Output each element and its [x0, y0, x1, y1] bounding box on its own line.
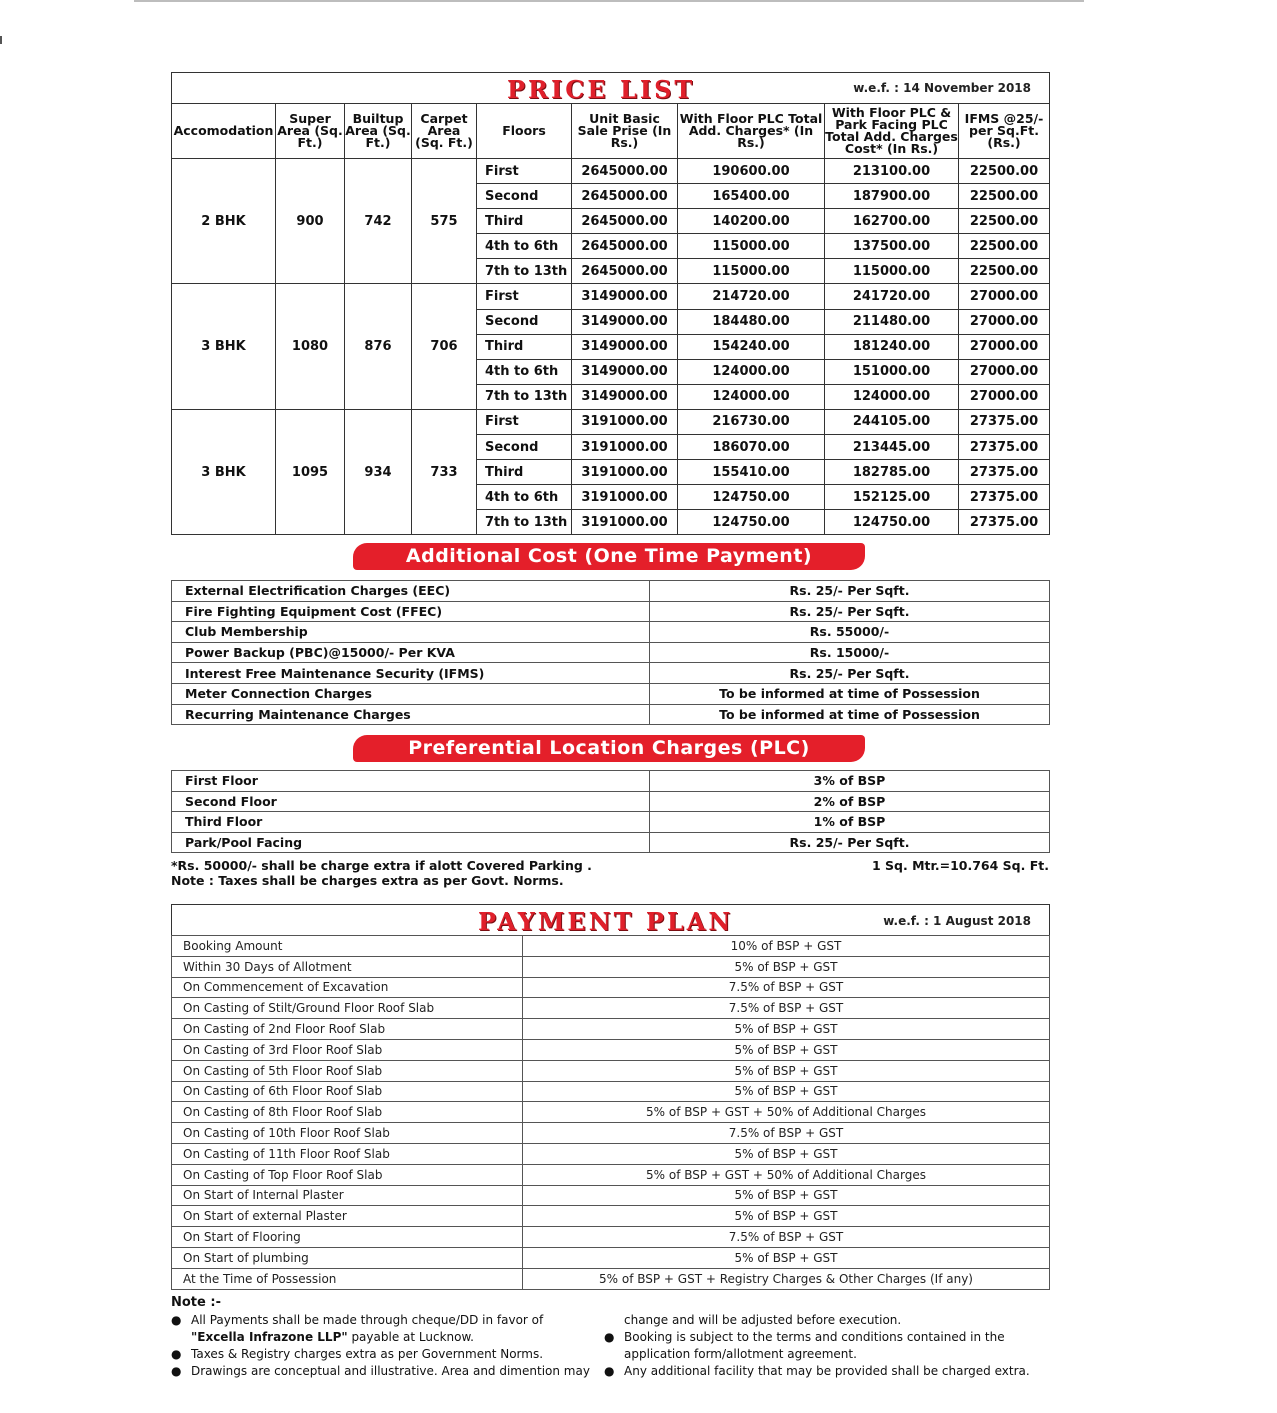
- floor-plc-cell: 184480.00: [678, 309, 825, 334]
- note-drawings: [171, 1363, 591, 1380]
- ifms-cell: 27000.00: [959, 309, 1050, 334]
- park-plc-cell: 187900.00: [825, 184, 959, 209]
- basic-price-cell: 3149000.00: [572, 334, 678, 359]
- additional-cost-row-value: To be informed at time of Possession: [650, 704, 1050, 725]
- payment-row-label: On Casting of Top Floor Roof Slab: [172, 1164, 523, 1185]
- ifms-cell: 27375.00: [959, 485, 1050, 510]
- basic-price-cell: 2645000.00: [572, 234, 678, 259]
- note-booking: [604, 1329, 1054, 1363]
- ifms-cell: 27000.00: [959, 334, 1050, 359]
- additional-cost-row-label: Interest Free Maintenance Security (IFMS): [172, 663, 650, 684]
- accommodation-cell: 3 BHK: [172, 284, 276, 409]
- payment-row: [172, 936, 1050, 957]
- floor-plc-cell: 165400.00: [678, 184, 825, 209]
- accommodation-cell: 2 BHK: [172, 159, 276, 284]
- price-row: [172, 409, 1050, 434]
- ifms-cell: 27375.00: [959, 460, 1050, 485]
- payment-row-label: On Casting of 8th Floor Roof Slab: [172, 1102, 523, 1123]
- ifms-cell: 27000.00: [959, 359, 1050, 384]
- payment-row-value: 10% of BSP + GST: [523, 936, 1050, 957]
- payment-row-value: 5% of BSP + GST + 50% of Additional Charges: [523, 1102, 1050, 1123]
- floor-cell: First: [477, 159, 572, 184]
- plc-table: [171, 770, 1050, 853]
- price-list-wef: w.e.f. : 14 November 2018: [853, 81, 1031, 95]
- payment-row: [172, 1164, 1050, 1185]
- additional-cost-row-label: Recurring Maintenance Charges: [172, 704, 650, 725]
- payment-row-value: 5% of BSP + GST + 50% of Additional Charges: [523, 1164, 1050, 1185]
- basic-price-cell: 2645000.00: [572, 159, 678, 184]
- basic-price-cell: 3191000.00: [572, 435, 678, 460]
- payment-row: [172, 1227, 1050, 1248]
- floor-plc-cell: 140200.00: [678, 209, 825, 234]
- additional-cost-row-label: External Electrification Charges (EEC): [172, 581, 650, 602]
- plc-row: [172, 812, 1050, 833]
- payment-row-value: 5% of BSP + GST: [523, 1247, 1050, 1268]
- floor-cell: 7th to 13th: [477, 510, 572, 535]
- plc-row-label: Park/Pool Facing: [172, 832, 650, 853]
- bullet-icon: ●: [171, 1313, 182, 1327]
- plc-row-value: 1% of BSP: [650, 812, 1050, 833]
- payment-row: [172, 1268, 1050, 1289]
- floor-cell: Third: [477, 209, 572, 234]
- additional-cost-row-label: Fire Fighting Equipment Cost (FFEC): [172, 601, 650, 622]
- payment-row-value: 5% of BSP + GST: [523, 1143, 1050, 1164]
- note-taxes: [171, 1346, 591, 1363]
- payment-row-value: 7.5% of BSP + GST: [523, 1227, 1050, 1248]
- plc-row-value: Rs. 25/- Per Sqft.: [650, 832, 1050, 853]
- payment-row: [172, 1247, 1050, 1268]
- payment-row-label: On Start of Flooring: [172, 1227, 523, 1248]
- bullet-icon: ●: [171, 1364, 182, 1378]
- payment-row: [172, 1019, 1050, 1040]
- plc-row-label: Second Floor: [172, 791, 650, 812]
- note-drawings-text: Drawings are conceptual and illustrative. Area and dimention may: [191, 1364, 590, 1378]
- note-facility: [604, 1363, 1054, 1380]
- park-plc-cell: 241720.00: [825, 284, 959, 309]
- payment-row: [172, 1081, 1050, 1102]
- payment-row: [172, 1060, 1050, 1081]
- price-row: [172, 284, 1050, 309]
- park-plc-cell: 211480.00: [825, 309, 959, 334]
- payment-plan-section: [171, 904, 1050, 1290]
- park-plc-cell: 152125.00: [825, 485, 959, 510]
- payment-row-value: 5% of BSP + GST: [523, 1019, 1050, 1040]
- col-super-area: Super Area (Sq. Ft.): [276, 104, 345, 159]
- payment-row: [172, 1185, 1050, 1206]
- basic-price-cell: 3149000.00: [572, 309, 678, 334]
- payment-row-label: Booking Amount: [172, 936, 523, 957]
- floor-cell: Third: [477, 334, 572, 359]
- col-builtup-area: Builtup Area (Sq. Ft.): [345, 104, 412, 159]
- payment-row: [172, 956, 1050, 977]
- plc-row: [172, 832, 1050, 853]
- floor-plc-cell: 190600.00: [678, 159, 825, 184]
- floor-plc-cell: 124750.00: [678, 485, 825, 510]
- additional-cost-row-label: Power Backup (PBC)@15000/- Per KVA: [172, 642, 650, 663]
- additional-cost-row: [172, 704, 1050, 725]
- floor-cell: Second: [477, 309, 572, 334]
- floor-cell: 7th to 13th: [477, 384, 572, 409]
- price-table-body: [172, 159, 1050, 535]
- payment-row-label: On Casting of 2nd Floor Roof Slab: [172, 1019, 523, 1040]
- payment-row-value: 5% of BSP + GST: [523, 1060, 1050, 1081]
- floor-cell: 4th to 6th: [477, 359, 572, 384]
- floor-plc-cell: 124750.00: [678, 510, 825, 535]
- additional-cost-row: [172, 581, 1050, 602]
- note-booking-text: Booking is subject to the terms and conditions contained in the application form/allotment agreement.: [624, 1330, 1005, 1361]
- floor-plc-cell: 115000.00: [678, 259, 825, 284]
- basic-price-cell: 3191000.00: [572, 460, 678, 485]
- floor-plc-cell: 216730.00: [678, 409, 825, 434]
- basic-price-cell: 3149000.00: [572, 384, 678, 409]
- note-company-name: "Excella Infrazone LLP": [191, 1330, 348, 1344]
- plc-banner: Preferential Location Charges (PLC): [353, 735, 865, 762]
- additional-cost-row: [172, 683, 1050, 704]
- floor-plc-cell: 214720.00: [678, 284, 825, 309]
- payment-plan-wef: w.e.f. : 1 August 2018: [883, 914, 1031, 928]
- floor-cell: First: [477, 409, 572, 434]
- price-list-section: [171, 72, 1050, 535]
- col-accommodation: Accomodation: [172, 104, 276, 159]
- payment-row-label: On Casting of 10th Floor Roof Slab: [172, 1123, 523, 1144]
- bullet-icon: ●: [604, 1364, 615, 1378]
- notes-heading: Note :-: [171, 1295, 221, 1310]
- note-drawings-continued: change and will be adjusted before execution.: [624, 1313, 902, 1327]
- payment-row: [172, 998, 1050, 1019]
- floor-plc-cell: 115000.00: [678, 234, 825, 259]
- park-plc-cell: 124000.00: [825, 384, 959, 409]
- top-divider: [134, 0, 1084, 2]
- floor-cell: 4th to 6th: [477, 234, 572, 259]
- ifms-cell: 22500.00: [959, 159, 1050, 184]
- additional-cost-table: [171, 580, 1050, 725]
- park-plc-cell: 213100.00: [825, 159, 959, 184]
- payment-row: [172, 1039, 1050, 1060]
- basic-price-cell: 3191000.00: [572, 409, 678, 434]
- additional-cost-banner: Additional Cost (One Time Payment): [353, 543, 865, 570]
- carpet-area-cell: 733: [412, 409, 477, 534]
- price-row: [172, 159, 1050, 184]
- payment-row-value: 7.5% of BSP + GST: [523, 998, 1050, 1019]
- additional-cost-row: [172, 601, 1050, 622]
- carpet-area-cell: 575: [412, 159, 477, 284]
- payment-row-value: 5% of BSP + GST: [523, 1081, 1050, 1102]
- ifms-cell: 27000.00: [959, 384, 1050, 409]
- payment-row-label: At the Time of Possession: [172, 1268, 523, 1289]
- price-table: [171, 103, 1050, 535]
- plc-row-label: Third Floor: [172, 812, 650, 833]
- col-floor-plc: With Floor PLC Total Add. Charges* (In Rs.): [678, 104, 825, 159]
- note-facility-text: Any additional facility that may be provided shall be charged extra.: [624, 1364, 1030, 1378]
- payment-row-value: 7.5% of BSP + GST: [523, 1123, 1050, 1144]
- ifms-cell: 22500.00: [959, 234, 1050, 259]
- floor-plc-cell: 154240.00: [678, 334, 825, 359]
- col-park-plc: With Floor PLC & Park Facing PLC Total Add. Charges Cost* (In Rs.): [825, 104, 959, 159]
- payment-row-label: On Casting of 11th Floor Roof Slab: [172, 1143, 523, 1164]
- super-area-cell: 900: [276, 159, 345, 284]
- additional-cost-row: [172, 642, 1050, 663]
- payment-row: [172, 1102, 1050, 1123]
- park-plc-cell: 213445.00: [825, 435, 959, 460]
- price-footnotes: [171, 858, 592, 888]
- price-list-title-row: [171, 72, 1050, 103]
- basic-price-cell: 2645000.00: [572, 184, 678, 209]
- parking-note: *Rs. 50000/- shall be charge extra if alott Covered Parking .: [171, 858, 592, 873]
- ifms-cell: 22500.00: [959, 209, 1050, 234]
- floor-cell: Third: [477, 460, 572, 485]
- park-plc-cell: 162700.00: [825, 209, 959, 234]
- additional-cost-row-value: Rs. 15000/-: [650, 642, 1050, 663]
- plc-row: [172, 791, 1050, 812]
- payment-row-label: On Start of plumbing: [172, 1247, 523, 1268]
- price-list-title: PRICE LIST: [507, 75, 696, 104]
- floor-cell: Second: [477, 184, 572, 209]
- basic-price-cell: 3191000.00: [572, 485, 678, 510]
- basic-price-cell: 3149000.00: [572, 359, 678, 384]
- park-plc-cell: 151000.00: [825, 359, 959, 384]
- additional-cost-row-value: Rs. 25/- Per Sqft.: [650, 663, 1050, 684]
- note-payment: [171, 1312, 591, 1346]
- payment-row-value: 5% of BSP + GST: [523, 1185, 1050, 1206]
- payment-row-label: On Casting of 5th Floor Roof Slab: [172, 1060, 523, 1081]
- ifms-cell: 22500.00: [959, 259, 1050, 284]
- payment-row: [172, 1206, 1050, 1227]
- additional-cost-row: [172, 622, 1050, 643]
- payment-plan-title-row: [171, 904, 1050, 935]
- basic-price-cell: 2645000.00: [572, 259, 678, 284]
- additional-cost-row-label: Club Membership: [172, 622, 650, 643]
- accommodation-cell: 3 BHK: [172, 409, 276, 534]
- payment-row-value: 5% of BSP + GST: [523, 1039, 1050, 1060]
- payment-row-value: 7.5% of BSP + GST: [523, 977, 1050, 998]
- additional-cost-row-value: To be informed at time of Possession: [650, 683, 1050, 704]
- payment-row-label: On Start of external Plaster: [172, 1206, 523, 1227]
- payment-row-label: On Start of Internal Plaster: [172, 1185, 523, 1206]
- payment-row-label: On Casting of 3rd Floor Roof Slab: [172, 1039, 523, 1060]
- floor-plc-cell: 124000.00: [678, 384, 825, 409]
- park-plc-cell: 181240.00: [825, 334, 959, 359]
- park-plc-cell: 182785.00: [825, 460, 959, 485]
- park-plc-cell: 244105.00: [825, 409, 959, 434]
- note-taxes-text: Taxes & Registry charges extra as per Government Norms.: [191, 1347, 544, 1361]
- floor-cell: 4th to 6th: [477, 485, 572, 510]
- payment-row-label: On Casting of 6th Floor Roof Slab: [172, 1081, 523, 1102]
- ifms-cell: 27375.00: [959, 510, 1050, 535]
- super-area-cell: 1080: [276, 284, 345, 409]
- carpet-area-cell: 706: [412, 284, 477, 409]
- ifms-cell: 27375.00: [959, 409, 1050, 434]
- super-area-cell: 1095: [276, 409, 345, 534]
- floor-plc-cell: 124000.00: [678, 359, 825, 384]
- floor-plc-cell: 155410.00: [678, 460, 825, 485]
- payment-row: [172, 1123, 1050, 1144]
- plc-row-value: 2% of BSP: [650, 791, 1050, 812]
- builtup-area-cell: 876: [345, 284, 412, 409]
- basic-price-cell: 3149000.00: [572, 284, 678, 309]
- payment-plan-title: PAYMENT PLAN: [478, 907, 734, 936]
- col-basic-price: Unit Basic Sale Prise (In Rs.): [572, 104, 678, 159]
- floor-cell: 7th to 13th: [477, 259, 572, 284]
- taxes-note: Note : Taxes shall be charges extra as per Govt. Norms.: [171, 873, 564, 888]
- basic-price-cell: 2645000.00: [572, 209, 678, 234]
- col-floors: Floors: [477, 104, 572, 159]
- note-payment-location: payable at Lucknow.: [347, 1330, 474, 1344]
- additional-cost-row-label: Meter Connection Charges: [172, 683, 650, 704]
- bullet-icon: ●: [604, 1330, 615, 1344]
- edge-mark: [0, 36, 2, 44]
- price-header-row: [172, 104, 1050, 159]
- additional-cost-row: [172, 663, 1050, 684]
- payment-row: [172, 1143, 1050, 1164]
- ifms-cell: 27000.00: [959, 284, 1050, 309]
- park-plc-cell: 115000.00: [825, 259, 959, 284]
- notes-right-column: [604, 1312, 1054, 1380]
- payment-row-value: 5% of BSP + GST: [523, 956, 1050, 977]
- col-ifms: IFMS @25/- per Sq.Ft. (Rs.): [959, 104, 1050, 159]
- payment-plan-table: [171, 935, 1050, 1290]
- payment-row-value: 5% of BSP + GST: [523, 1206, 1050, 1227]
- floor-plc-cell: 186070.00: [678, 435, 825, 460]
- bullet-icon: ●: [171, 1347, 182, 1361]
- note-payment-text: All Payments shall be made through cheque/DD in favor of: [191, 1313, 544, 1327]
- notes-left-column: [171, 1312, 591, 1380]
- payment-row-label: Within 30 Days of Allotment: [172, 956, 523, 977]
- ifms-cell: 27375.00: [959, 435, 1050, 460]
- basic-price-cell: 3191000.00: [572, 510, 678, 535]
- additional-cost-row-value: Rs. 25/- Per Sqft.: [650, 581, 1050, 602]
- floor-cell: First: [477, 284, 572, 309]
- plc-row-label: First Floor: [172, 771, 650, 792]
- plc-row-value: 3% of BSP: [650, 771, 1050, 792]
- payment-row-label: On Commencement of Excavation: [172, 977, 523, 998]
- payment-row-value: 5% of BSP + GST + Registry Charges & Other Charges (If any): [523, 1268, 1050, 1289]
- floor-cell: Second: [477, 435, 572, 460]
- additional-cost-row-value: Rs. 55000/-: [650, 622, 1050, 643]
- col-carpet-area: Carpet Area (Sq. Ft.): [412, 104, 477, 159]
- ifms-cell: 22500.00: [959, 184, 1050, 209]
- builtup-area-cell: 742: [345, 159, 412, 284]
- conversion-note: 1 Sq. Mtr.=10.764 Sq. Ft.: [871, 858, 1049, 873]
- payment-row: [172, 977, 1050, 998]
- plc-row: [172, 771, 1050, 792]
- park-plc-cell: 137500.00: [825, 234, 959, 259]
- additional-cost-row-value: Rs. 25/- Per Sqft.: [650, 601, 1050, 622]
- park-plc-cell: 124750.00: [825, 510, 959, 535]
- payment-row-label: On Casting of Stilt/Ground Floor Roof Slab: [172, 998, 523, 1019]
- builtup-area-cell: 934: [345, 409, 412, 534]
